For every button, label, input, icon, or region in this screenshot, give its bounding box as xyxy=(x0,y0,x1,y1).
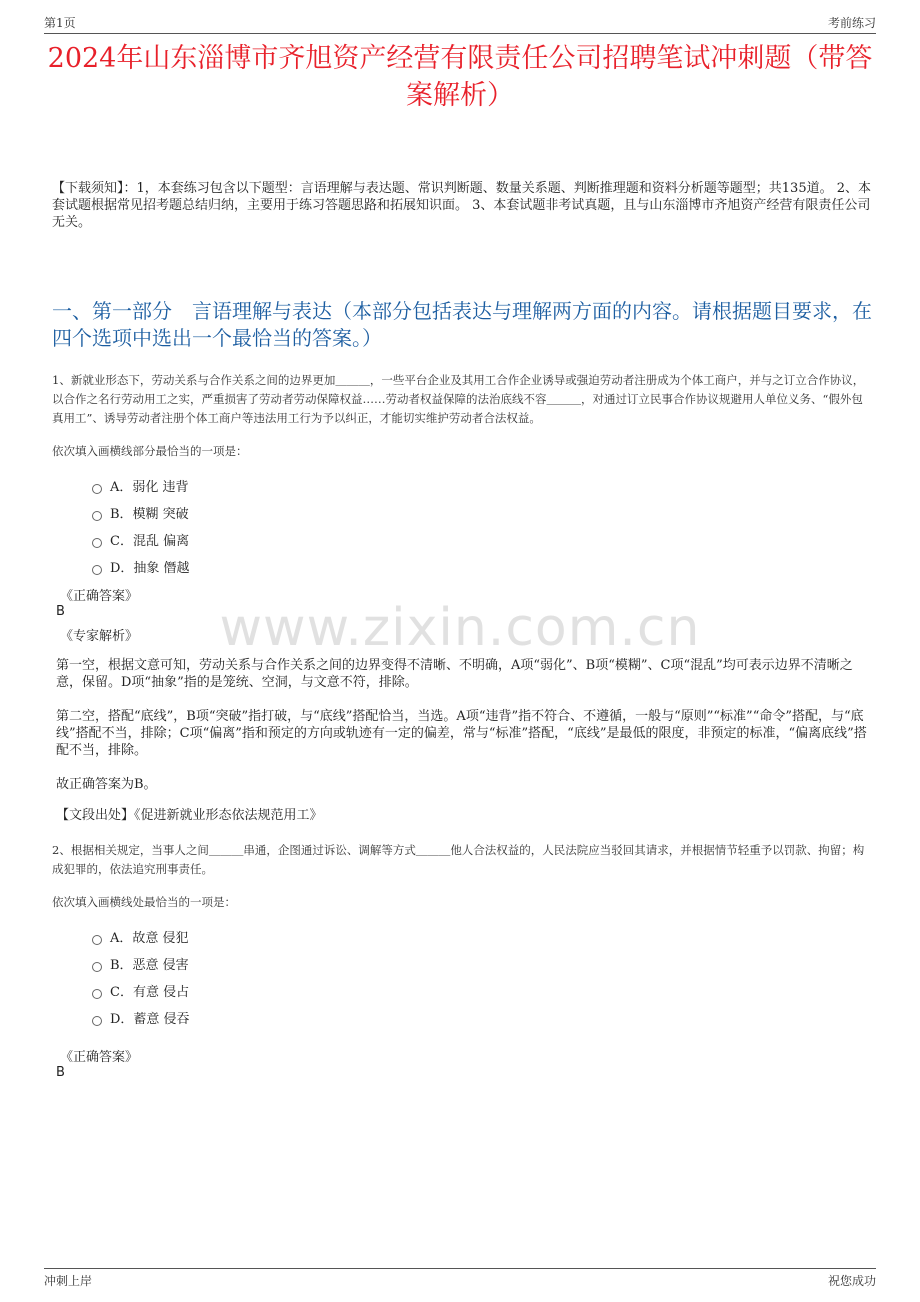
option-c[interactable] xyxy=(92,526,190,553)
source-citation: 【文段出处】《促进新就业形态依法规范用工》 xyxy=(56,808,323,823)
page-number: 第1页 xyxy=(44,16,76,30)
document-title: 2024年山东淄博市齐旭资产经营有限责任公司招聘笔试冲刺题（带答案解析） xyxy=(47,43,873,111)
question-1-options xyxy=(92,472,190,580)
answer-heading: 《正确答案》 xyxy=(60,1050,139,1065)
option-label: B．恶意 侵害 xyxy=(110,958,189,973)
section-heading: 一、第一部分 言语理解与表达（本部分包括表达与理解两方面的内容。请根据题目要求，在四个选项中选出一个最恰当的答案。） xyxy=(52,299,872,350)
question-1-text: 1、新就业形态下，劳动关系与合作关系之间的边界更加＿＿＿，一些平台企业及其用工合作企业诱导或强迫劳动者注册成为个体工商户，并与之订立合作协议，以合作之名行劳动用工之实，严重损害了劳动者劳动保障权益……劳动者权益保障的法治底线不容＿＿＿，对通过订立民事合作协议规避用人单位义务、“假外包真用工”、诱导劳动者注册个体工商户等违法用工行为予以纠正，才能切实维护劳动者合法权益。 xyxy=(52,373,865,425)
radio-icon[interactable] xyxy=(92,538,102,548)
radio-icon[interactable] xyxy=(92,565,102,575)
radio-icon[interactable] xyxy=(92,484,102,494)
analysis-paragraph-1: 第一空，根据文意可知，劳动关系与合作关系之间的边界变得不清晰、不明确，A项“弱化”、B项“模糊”、C项“混乱”均可表示边界不清晰之意，保留。D项“抽象”指的是笼统、空洞，与文意不符，排除。 xyxy=(56,658,853,690)
option-a[interactable] xyxy=(92,472,190,499)
option-label: C．混乱 偏离 xyxy=(110,534,190,549)
download-notice: 【下载须知】：1，本套练习包含以下题型：言语理解与表达题、常识判断题、数量关系题、判断推理题和资料分析题等题型；共135道。 2、本套试题根据常见招考题总结归纳，主要用于练习答题思路和拓展知识面。 3、本套试题非考试真题，且与山东淄博市齐旭资产经营有限责任公司无关。 xyxy=(52,181,871,230)
analysis-heading: 《专家解析》 xyxy=(60,629,139,644)
option-a[interactable] xyxy=(92,923,190,950)
question-2-options xyxy=(92,923,190,1031)
answer-value: B xyxy=(56,1065,65,1080)
radio-icon[interactable] xyxy=(92,989,102,999)
answer-heading: 《正确答案》 xyxy=(60,589,139,604)
analysis-conclusion: 故正确答案为B。 xyxy=(56,777,157,792)
footer-left-label: 冲刺上岸 xyxy=(44,1274,93,1288)
radio-icon[interactable] xyxy=(92,935,102,945)
option-d[interactable] xyxy=(92,553,190,580)
option-b[interactable] xyxy=(92,499,190,526)
option-b[interactable] xyxy=(92,950,190,977)
question-2-prompt: 依次填入画横线处最恰当的一项是： xyxy=(52,895,236,909)
option-label: C．有意 侵占 xyxy=(110,985,190,1000)
radio-icon[interactable] xyxy=(92,511,102,521)
analysis-paragraph-2: 第二空，搭配“底线”，B项“突破”指打破，与“底线”搭配恰当，当选。A项“违背”指不符合、不遵循，一般与“原则”“标准”“命令”搭配，与“底线”搭配不当，排除；C项“偏离”指和预定的方向或轨迹有一定的偏差，常与“标准”搭配，“底线”是最低的限度，非预定的标准，“偏离底线”搭配不当，排除。 xyxy=(56,709,867,758)
question-1-prompt: 依次填入画横线部分最恰当的一项是： xyxy=(52,444,248,458)
footer-divider xyxy=(44,1268,876,1269)
option-c[interactable] xyxy=(92,977,190,1004)
option-label: D．抽象 僭越 xyxy=(110,561,190,576)
answer-value: B xyxy=(56,604,65,619)
header-label: 考前练习 xyxy=(827,16,876,30)
watermark: www.zixin.com.cn xyxy=(219,598,701,658)
option-d[interactable] xyxy=(92,1004,190,1031)
footer-right-label: 祝您成功 xyxy=(827,1274,876,1288)
question-2-text: 2、根据相关规定，当事人之间＿＿＿串通，企图通过诉讼、调解等方式＿＿＿他人合法权益的，人民法院应当驳回其请求，并根据情节轻重予以罚款、拘留；构成犯罪的，依法追究刑事责任。 xyxy=(52,843,865,876)
option-label: A．弱化 违背 xyxy=(110,480,189,495)
option-label: A．故意 侵犯 xyxy=(110,931,189,946)
header-divider xyxy=(44,33,876,34)
radio-icon[interactable] xyxy=(92,1016,102,1026)
option-label: B．模糊 突破 xyxy=(110,507,189,522)
option-label: D．蓄意 侵吞 xyxy=(110,1012,190,1027)
radio-icon[interactable] xyxy=(92,962,102,972)
